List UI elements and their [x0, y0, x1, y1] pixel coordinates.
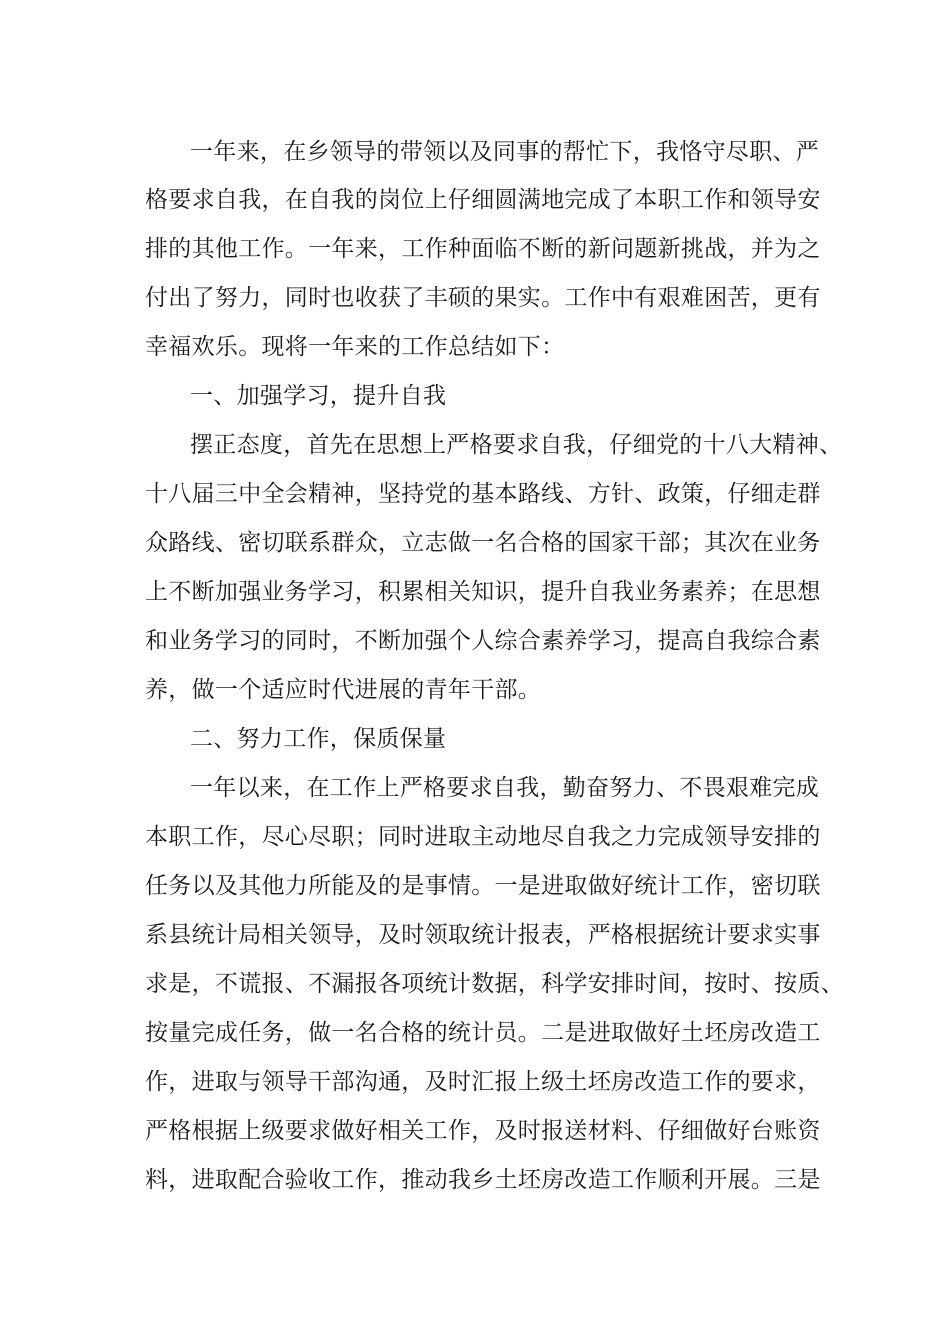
section-heading-2: 二、努力工作，保质保量	[190, 726, 447, 752]
paragraph-study-line: 摆正态度，首先在思想上严格要求自我，仔细党的十八大精神、	[190, 432, 843, 458]
paragraph-work-line: 严格根据上级要求做好相关工作，及时报送材料、仔细做好台账资	[145, 1118, 821, 1144]
paragraph-study-line: 和业务学习的同时，不断加强个人综合素养学习，提高自我综合素	[145, 628, 821, 654]
section-heading-1: 一、加强学习，提升自我	[190, 383, 447, 409]
paragraph-intro-line: 幸福欢乐。现将一年来的工作总结如下：	[145, 334, 565, 360]
paragraph-study-line: 众路线、密切联系群众，立志做一名合格的国家干部；其次在业务	[145, 530, 821, 556]
paragraph-intro-line: 一年来，在乡领导的带领以及同事的帮忙下，我恪守尽职、严	[190, 139, 820, 165]
paragraph-work-line: 本职工作，尽心尽职；同时进取主动地尽自我之力完成领导安排的	[145, 824, 821, 850]
paragraph-intro-line: 排的其他工作。一年来，工作种面临不断的新问题新挑战，并为之	[145, 236, 821, 262]
paragraph-work-line: 求是，不谎报、不漏报各项统计数据，科学安排时间，按时、按质、	[145, 971, 844, 997]
paragraph-work-line: 料，进取配合验收工作，推动我乡土坯房改造工作顺利开展。三是	[145, 1167, 821, 1193]
paragraph-work-line: 任务以及其他力所能及的是事情。一是进取做好统计工作，密切联	[145, 873, 821, 899]
paragraph-study-line: 养，做一个适应时代进展的青年干部。	[145, 677, 542, 703]
paragraph-work-line: 系县统计局相关领导，及时领取统计报表，严格根据统计要求实事	[145, 922, 821, 948]
paragraph-study-line: 十八届三中全会精神，坚持党的基本路线、方针、政策，仔细走群	[145, 481, 821, 507]
paragraph-intro-line: 付出了努力，同时也收获了丰硕的果实。工作中有艰难困苦，更有	[145, 285, 821, 311]
paragraph-study-line: 上不断加强业务学习，积累相关知识，提升自我业务素养；在思想	[145, 579, 821, 605]
paragraph-intro-line: 格要求自我，在自我的岗位上仔细圆满地完成了本职工作和领导安	[145, 187, 821, 213]
paragraph-work-line: 按量完成任务，做一名合格的统计员。二是进取做好土坯房改造工	[145, 1020, 821, 1046]
paragraph-work-line: 一年以来，在工作上严格要求自我，勤奋努力、不畏艰难完成	[190, 775, 820, 801]
paragraph-work-line: 作，进取与领导干部沟通，及时汇报上级土坯房改造工作的要求，	[145, 1069, 821, 1095]
